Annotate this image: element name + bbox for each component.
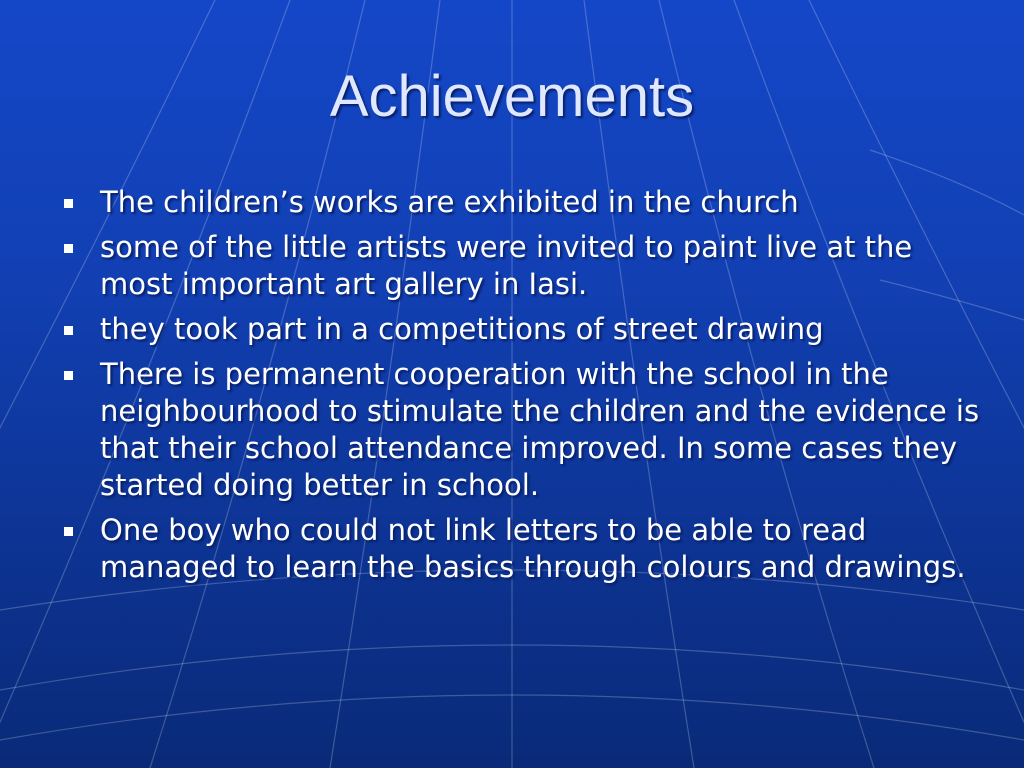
square-bullet-icon bbox=[64, 371, 73, 380]
bullet-text: One boy who could not link letters to be able to read managed to learn the basics through colours and drawings. bbox=[100, 513, 966, 584]
square-bullet-icon bbox=[64, 199, 73, 208]
square-bullet-icon bbox=[64, 527, 73, 536]
bullet-item bbox=[62, 356, 982, 504]
bullet-list bbox=[62, 184, 982, 594]
bullet-text: There is permanent cooperation with the school in the neighbourhood to stimulate the children and the evidence is that their school attendance improved. In some cases they started doing better in school. bbox=[100, 357, 980, 502]
bullet-text: some of the little artists were invited to paint live at the most important art gallery in Iasi. bbox=[100, 230, 913, 301]
bullet-item bbox=[62, 512, 982, 586]
bullet-item bbox=[62, 229, 982, 303]
slide-title: Achievements bbox=[329, 64, 695, 129]
bullet-item bbox=[62, 311, 982, 348]
square-bullet-icon bbox=[64, 244, 73, 253]
bullet-item bbox=[62, 184, 982, 221]
bullet-text: they took part in a competitions of street drawing bbox=[100, 312, 824, 346]
square-bullet-icon bbox=[64, 326, 73, 335]
bullet-text: The children’s works are exhibited in the church bbox=[100, 185, 799, 219]
